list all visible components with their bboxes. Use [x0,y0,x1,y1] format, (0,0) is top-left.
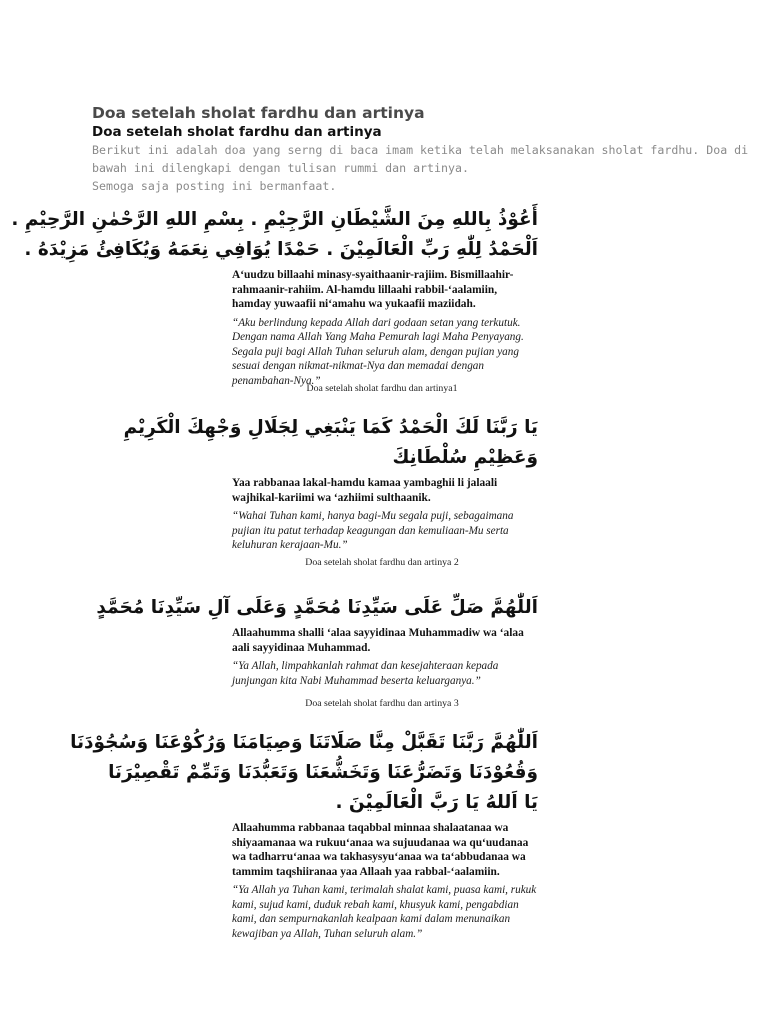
doa-4-meaning: “Ya Allah ya Tuhan kami, terimalah shalat kami, puasa kami, rukuk kami, sujud kami, duduk rebah kami, khusyuk kami, pengabdian kami, dan sempurnakanlah kealpaan kami dalam menunaikan kewajiban ya Allah, Tuhan seluruh alam.” [232,884,537,940]
intro-line: Berikut ini adalah doa yang serng di baca imam ketika telah melaksanakan sholat fardhu. Doa di [92,143,749,157]
doa-2-image [123,413,538,553]
doa-1-arabic-line: اَلْحَمْدُ لِلّٰهِ رَبِّ الْعَالَمِيْنَ . حَمْدًا يُوَافِي نِعَمَهُ وَيُكَافِئُ مَزِيْدَهُ . [24,239,538,260]
doa-3-arabic-line: اَللّٰهُمَّ صَلِّ عَلَى سَيِّدِنَا مُحَمَّدٍ وَعَلَى آلِ سَيِّدِنَا مُحَمَّدٍ [96,597,538,618]
doa-2-caption: Doa setelah sholat fardhu dan artinya 2 [305,557,459,568]
doa-3-image [96,593,538,688]
doa-1-caption: Doa setelah sholat fardhu dan artinya1 [306,383,458,394]
doa-4-transliteration: Allaahumma rabbanaa taqabbal minnaa shalaatanaa wa shiyaamanaa wa rukuu‘anaa wa sujuudanaa wa qu‘uudanaa wa tadharru‘anaa wa takhasysyu‘anaa wa ta‘abbudanaa wa tammim taqshiiranaa yaa Allaah yaa rabbal-‘aalamiin. [232,822,529,878]
doa-1-image [11,205,538,388]
doa-2-arabic-line: يَا رَبَّنَا لَكَ الْحَمْدُ كَمَا يَنْبَغِي لِجَلَالِ وَجْهِكَ الْكَرِيْمِ [123,417,538,438]
doa-2-meaning: “Wahai Tuhan kami, hanya bagi-Mu segala puji, sebagaimana pujian itu patut terhadap keagungan dan kemuliaan-Mu serta keluhuran kerajaan-Mu.” [232,510,514,552]
doa-4-image [70,728,538,941]
post-title: Doa setelah sholat fardhu dan artinya [92,104,425,122]
intro-paragraph [92,141,749,195]
doa-4-arabic-line: وَقُعُوْدَنَا وَتَضَرُّعَنَا وَتَخَشُّعَنَا وَتَعَبُّدَنَا وَتَمِّمْ تَقْصِيْرَنَا [108,762,538,783]
intro-line: bawah ini dilengkapi dengan tulisan rummi dan artinya. [92,161,469,175]
doa-2-transliteration: Yaa rabbanaa lakal-hamdu kamaa yambaghii li jalaali wajhikal-kariimi wa ‘azhiimi sulthaanik. [232,477,498,504]
doa-2-arabic-line: وَعَظِيْمِ سُلْطَانِكَ [392,447,538,468]
doa-1-transliteration: A‘uudzu billaahi minasy-syaithaanir-rajiim. Bismillaahir-rahmaanir-rahiim. Al-hamdu lillaahi rabbil-‘aalamiin, hamday yuwaafii ni‘amahu wa yukaafii maziidah. [232,269,514,310]
doa-1-arabic-line: أَعُوْذُ بِاللهِ مِنَ الشَّيْطَانِ الرَّجِيْمِ . بِسْمِ اللهِ الرَّحْمٰنِ الرَّحِيْمِ . [11,209,538,230]
doa-3-transliteration: Allaahumma shalli ‘alaa sayyidinaa Muhammadiw wa ‘alaa aali sayyidinaa Muhammad. [232,627,524,654]
doa-1-meaning: “Aku berlindung kepada Allah dari godaan setan yang terkutuk. Dengan nama Allah Yang Maha Pemurah lagi Maha Penyayang. Segala puji bagi Allah Tuhan seluruh alam, dengan pujian yang sesuai dengan nikmat-nikmat-Nya dan memadai dengan penambahan-Nya.” [232,316,524,387]
intro-line: Semoga saja posting ini bermanfaat. [92,179,337,193]
doa-4-arabic-line: يَا اَللهُ يَا رَبَّ الْعَالَمِيْنَ . [335,792,538,813]
doa-3-caption: Doa setelah sholat fardhu dan artinya 3 [305,698,459,709]
doa-3-meaning: “Ya Allah, limpahkanlah rahmat dan kesejahteraan kepada junjungan kita Nabi Muhammad beserta keluarganya.” [232,660,499,687]
post-subtitle: Doa setelah sholat fardhu dan artinya [92,124,382,140]
doa-4-arabic-line: اَللّٰهُمَّ رَبَّنَا تَقَبَّلْ مِنَّا صَلَاتَنَا وَصِيَامَنَا وَرُكُوْعَنَا وَسُجُوْدَنَا [70,732,538,753]
